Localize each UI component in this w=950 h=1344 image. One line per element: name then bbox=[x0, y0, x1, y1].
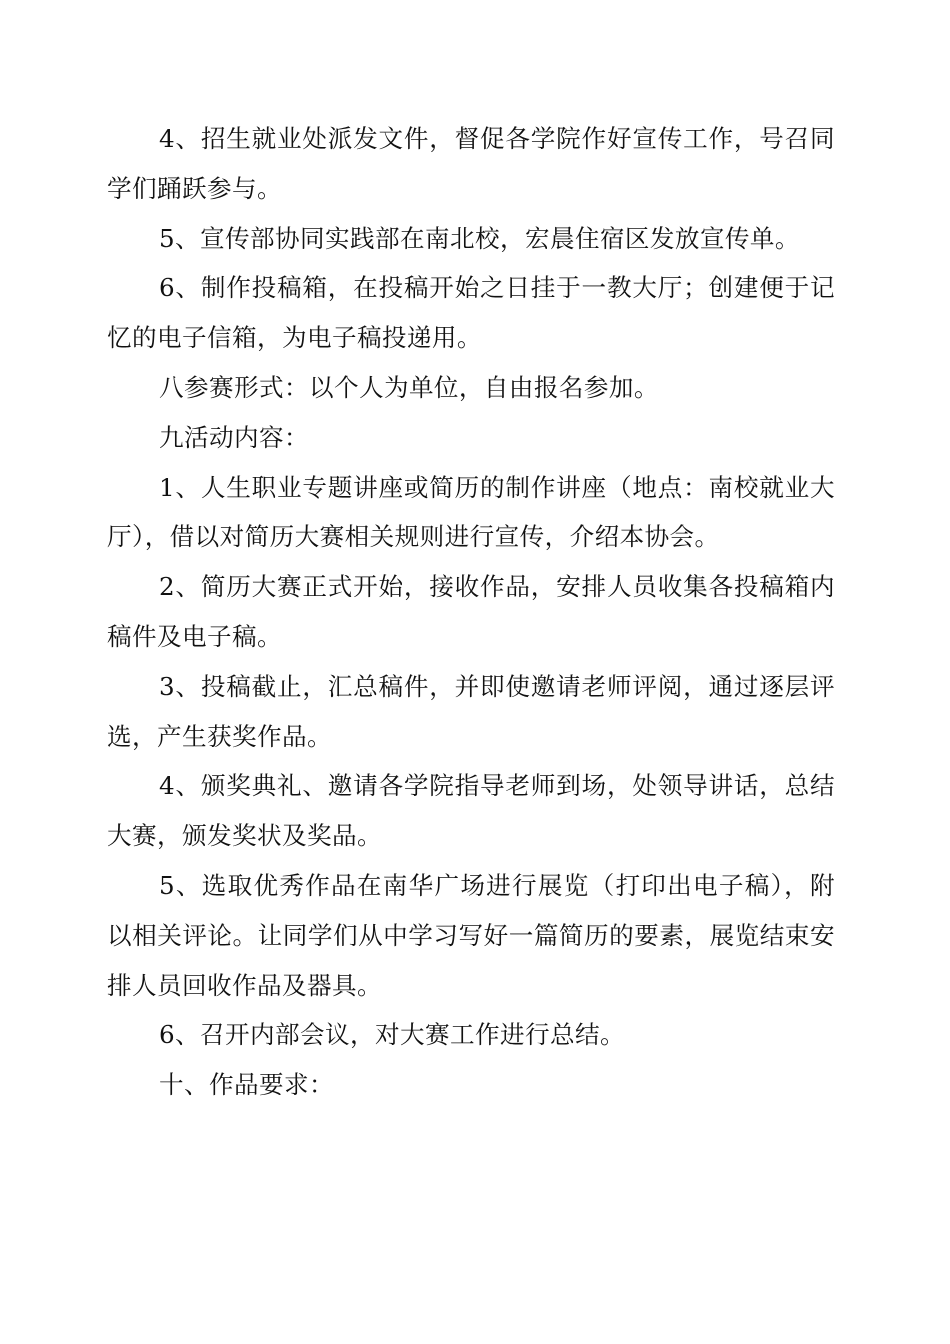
paragraph-internal-meeting: 6、召开内部会议，对大赛工作进行总结。 bbox=[159, 1020, 625, 1050]
paragraph-submission-box: 6、制作投稿箱，在投稿开始之日挂于一教大厅；创建便于记忆的电子信箱，为电子稿投递用。 bbox=[107, 273, 835, 353]
paragraph-submission-deadline: 3、投稿截止，汇总稿件，并即使邀请老师评阅，通过逐层评选，产生获奖作品。 bbox=[107, 671, 835, 751]
paragraph-publicity-notice: 4、招生就业处派发文件，督促各学院作好宣传工作，号召同学们踊跃参与。 bbox=[107, 124, 835, 203]
paragraph-award-ceremony: 4、颁奖典礼、邀请各学院指导老师到场，处领导讲话，总结大赛，颁发奖状及奖品。 bbox=[107, 771, 835, 851]
document-body bbox=[107, 114, 835, 1110]
section-heading-participation: 八参赛形式：以个人为单位，自由报名参加。 bbox=[159, 372, 659, 402]
paragraph-contest-start: 2、简历大赛正式开始，接收作品，安排人员收集各投稿箱内稿件及电子稿。 bbox=[107, 572, 835, 651]
paragraph-lecture: 1、人生职业专题讲座或简历的制作讲座（地点：南校就业大厅），借以对简历大赛相关规则进行宣传，介绍本协会。 bbox=[107, 472, 835, 552]
section-heading-activities: 九活动内容： bbox=[159, 422, 309, 452]
paragraph-flyer-distribution: 5、宣传部协同实践部在南北校，宏晨住宿区发放宣传单。 bbox=[159, 223, 800, 253]
section-heading-requirements: 十、作品要求： bbox=[159, 1070, 334, 1100]
paragraph-exhibition: 5、选取优秀作品在南华广场进行展览（打印出电子稿），附以相关评论。让同学们从中学习写好一篇简历的要素，展览结束安排人员回收作品及器具。 bbox=[107, 870, 835, 1000]
